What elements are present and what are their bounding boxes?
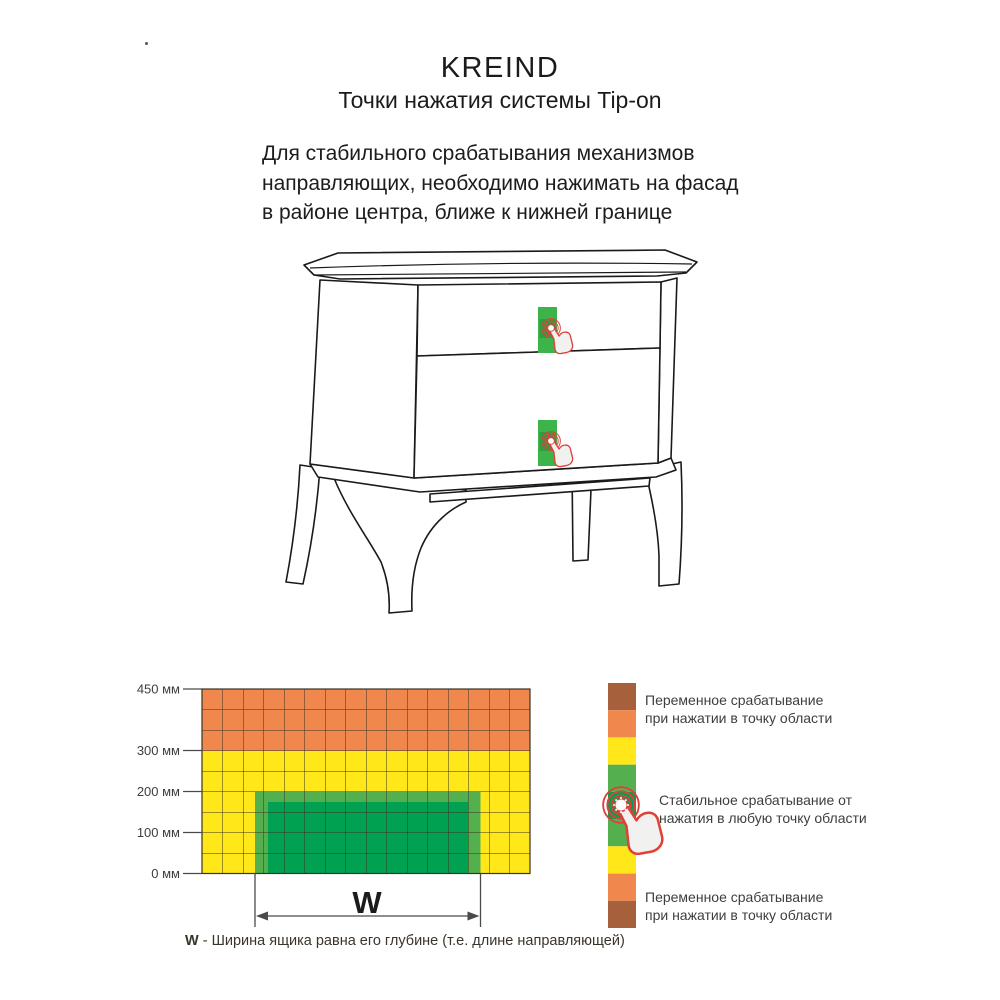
nightstand-back-left-leg (286, 465, 320, 584)
nightstand-side-panel (310, 280, 418, 478)
legend-line: Переменное срабатывание (645, 889, 824, 905)
nightstand-illustration (286, 250, 697, 613)
legend-line: при нажатии в точку области (645, 710, 833, 726)
legend-swatch-yellow-1 (608, 737, 636, 764)
width-caption-text: - Ширина ящика равна его глубине (т.е. длине направляющей) (198, 933, 625, 949)
legend-swatch-orange-1 (608, 710, 636, 737)
nightstand-front-right-leg (645, 462, 682, 586)
axis-ticks (183, 689, 202, 874)
width-symbol: W (352, 885, 382, 920)
nightstand-drawer-2 (414, 348, 660, 478)
axis-label-200: 200 мм (136, 784, 180, 799)
page-subtitle: Точки нажатия системы Tip-on (338, 87, 662, 113)
legend-swatch-orange-2 (608, 874, 636, 901)
width-dimension (255, 874, 481, 928)
axis-label-300: 300 мм (136, 743, 180, 758)
legend-item-variable-bottom (645, 888, 832, 924)
legend-item-stable (659, 791, 867, 827)
width-caption-symbol: W (185, 933, 199, 949)
brand-title: KREIND (440, 52, 560, 84)
arrowhead-right (468, 912, 480, 921)
grid-lines (202, 689, 530, 874)
legend-line: Переменное срабатывание (645, 692, 824, 708)
intro-line: направляющих, необходимо нажимать на фасад (262, 171, 739, 195)
legend-swatch-brown-2 (608, 901, 636, 928)
legend-line: при нажатии в точку области (645, 907, 833, 923)
arrowhead-left (256, 912, 268, 921)
legend-line: Стабильное срабатывание от (659, 792, 853, 808)
intro-line: Для стабильного срабатывания механизмов (262, 142, 695, 165)
legend-item-variable-top (645, 691, 832, 727)
width-caption (185, 933, 625, 949)
press-zone-grid (137, 682, 530, 928)
legend-swatch-brown-1 (608, 683, 636, 710)
axis-label-100: 100 мм (136, 825, 180, 840)
legend-line: нажатия в любую точку области (659, 810, 867, 826)
axis-label-450: 450 мм (136, 681, 180, 697)
axis-label-0: 0 мм (151, 866, 180, 881)
intro-line: в районе центра, ближе к нижней границе (262, 201, 673, 224)
